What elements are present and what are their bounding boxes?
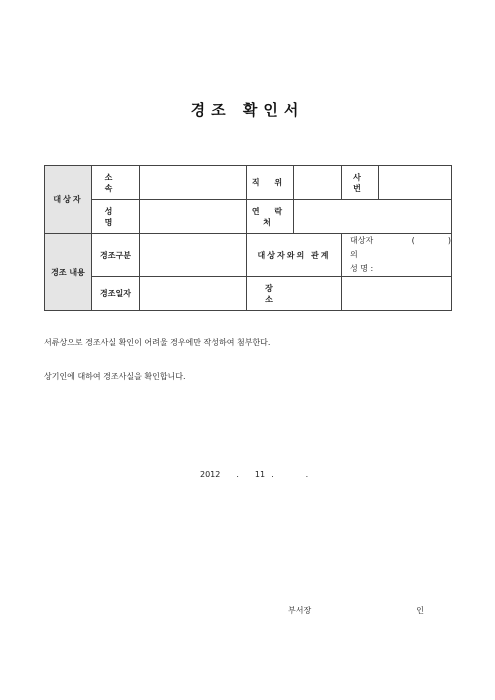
document-title: 경조 확인서 bbox=[190, 101, 305, 119]
position-field[interactable] bbox=[294, 166, 342, 200]
event-type-field[interactable] bbox=[140, 234, 247, 277]
date-sep-1: . bbox=[236, 470, 239, 479]
place-field[interactable] bbox=[342, 277, 452, 311]
note-attach-condition: 서류상으로 경조사실 확인이 어려울 경우에만 작성하여 첨부한다. bbox=[44, 338, 271, 347]
place-label: 장 소 bbox=[247, 277, 342, 311]
signature-seal[interactable]: 인 bbox=[416, 606, 424, 615]
confirmation-form-table bbox=[44, 165, 452, 311]
name-label: 성 명 bbox=[92, 200, 140, 234]
signature-line bbox=[288, 605, 424, 616]
date-year: 2012 bbox=[200, 470, 221, 479]
date-line bbox=[200, 470, 308, 479]
note-confirm-statement: 상기인에 대하여 경조사실을 확인합니다. bbox=[44, 372, 186, 381]
contact-field[interactable] bbox=[294, 200, 452, 234]
date-sep-3: . bbox=[305, 470, 309, 479]
event-group-header: 경조 내용 bbox=[45, 234, 92, 311]
relation-field[interactable] bbox=[342, 234, 452, 277]
relation-name-label: 성 명 : bbox=[350, 264, 374, 273]
event-type-label: 경조구분 bbox=[92, 234, 140, 277]
position-label: 직 위 bbox=[247, 166, 294, 200]
relation-paren-open: ( bbox=[411, 236, 415, 245]
contact-label: 연 락 처 bbox=[247, 200, 294, 234]
affiliation-field[interactable] bbox=[140, 166, 247, 200]
employee-no-label: 사 번 bbox=[342, 166, 379, 200]
relation-paren-close: ) bbox=[447, 236, 451, 245]
affiliation-label: 소 속 bbox=[92, 166, 140, 200]
date-sep-2: . bbox=[271, 470, 274, 479]
name-field[interactable] bbox=[140, 200, 247, 234]
date-month: 11 bbox=[254, 470, 266, 479]
relation-prefix: 대상자의 bbox=[350, 236, 374, 259]
employee-no-field[interactable] bbox=[379, 166, 452, 200]
target-group-header: 대상자 bbox=[45, 166, 92, 234]
event-date-label: 경조일자 bbox=[92, 277, 140, 311]
relation-label: 대상자와의 관계 bbox=[247, 234, 342, 277]
event-date-field[interactable] bbox=[140, 277, 247, 311]
signature-title: 부서장 bbox=[288, 606, 312, 615]
